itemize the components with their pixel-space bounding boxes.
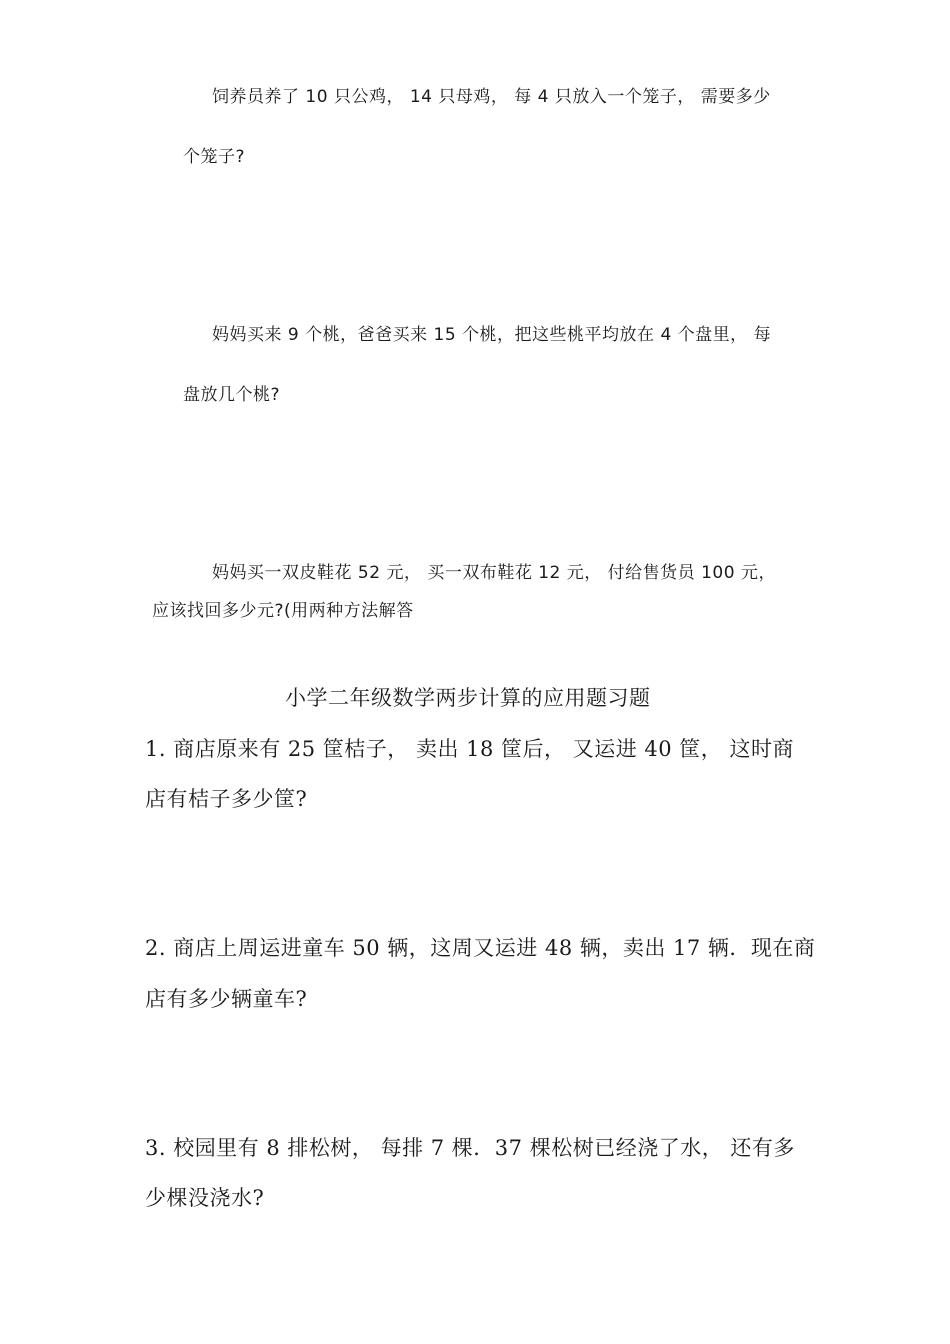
problem-peaches-line2: 盘放几个桃?	[183, 385, 281, 405]
problem-1-line1: 1. 商店原来有 25 筐桔子， 卖出 18 筐后， 又运进 40 筐， 这时商	[145, 737, 794, 761]
problem-2-line1: 2. 商店上周运进童车 50 辆，这周又运进 48 辆，卖出 17 辆．现在商	[145, 936, 816, 960]
problem-2-line2: 店有多少辆童车?	[145, 987, 308, 1011]
problem-shoes-line1: 妈妈买一双皮鞋花 52 元， 买一双布鞋花 12 元， 付给售货员 100 元，	[212, 563, 776, 583]
problem-shoes-line2: 应该找回多少元?(用两种方法解答	[152, 601, 414, 621]
problem-3-line1: 3. 校园里有 8 排松树， 每排 7 棵．37 棵松树已经浇了水， 还有多	[145, 1136, 795, 1160]
problem-3-line2: 少棵没浇水?	[145, 1186, 265, 1210]
problem-1-line2: 店有桔子多少筐?	[145, 787, 308, 811]
section-title: 小学二年级数学两步计算的应用题习题	[285, 686, 651, 710]
problem-chickens-line2: 个笼子?	[183, 147, 246, 167]
problem-peaches-line1: 妈妈买来 9 个桃，爸爸买来 15 个桃，把这些桃平均放在 4 个盘里， 每	[212, 325, 772, 345]
problem-chickens-line1: 饲养员养了 10 只公鸡， 14 只母鸡， 每 4 只放入一个笼子， 需要多少	[212, 87, 771, 107]
